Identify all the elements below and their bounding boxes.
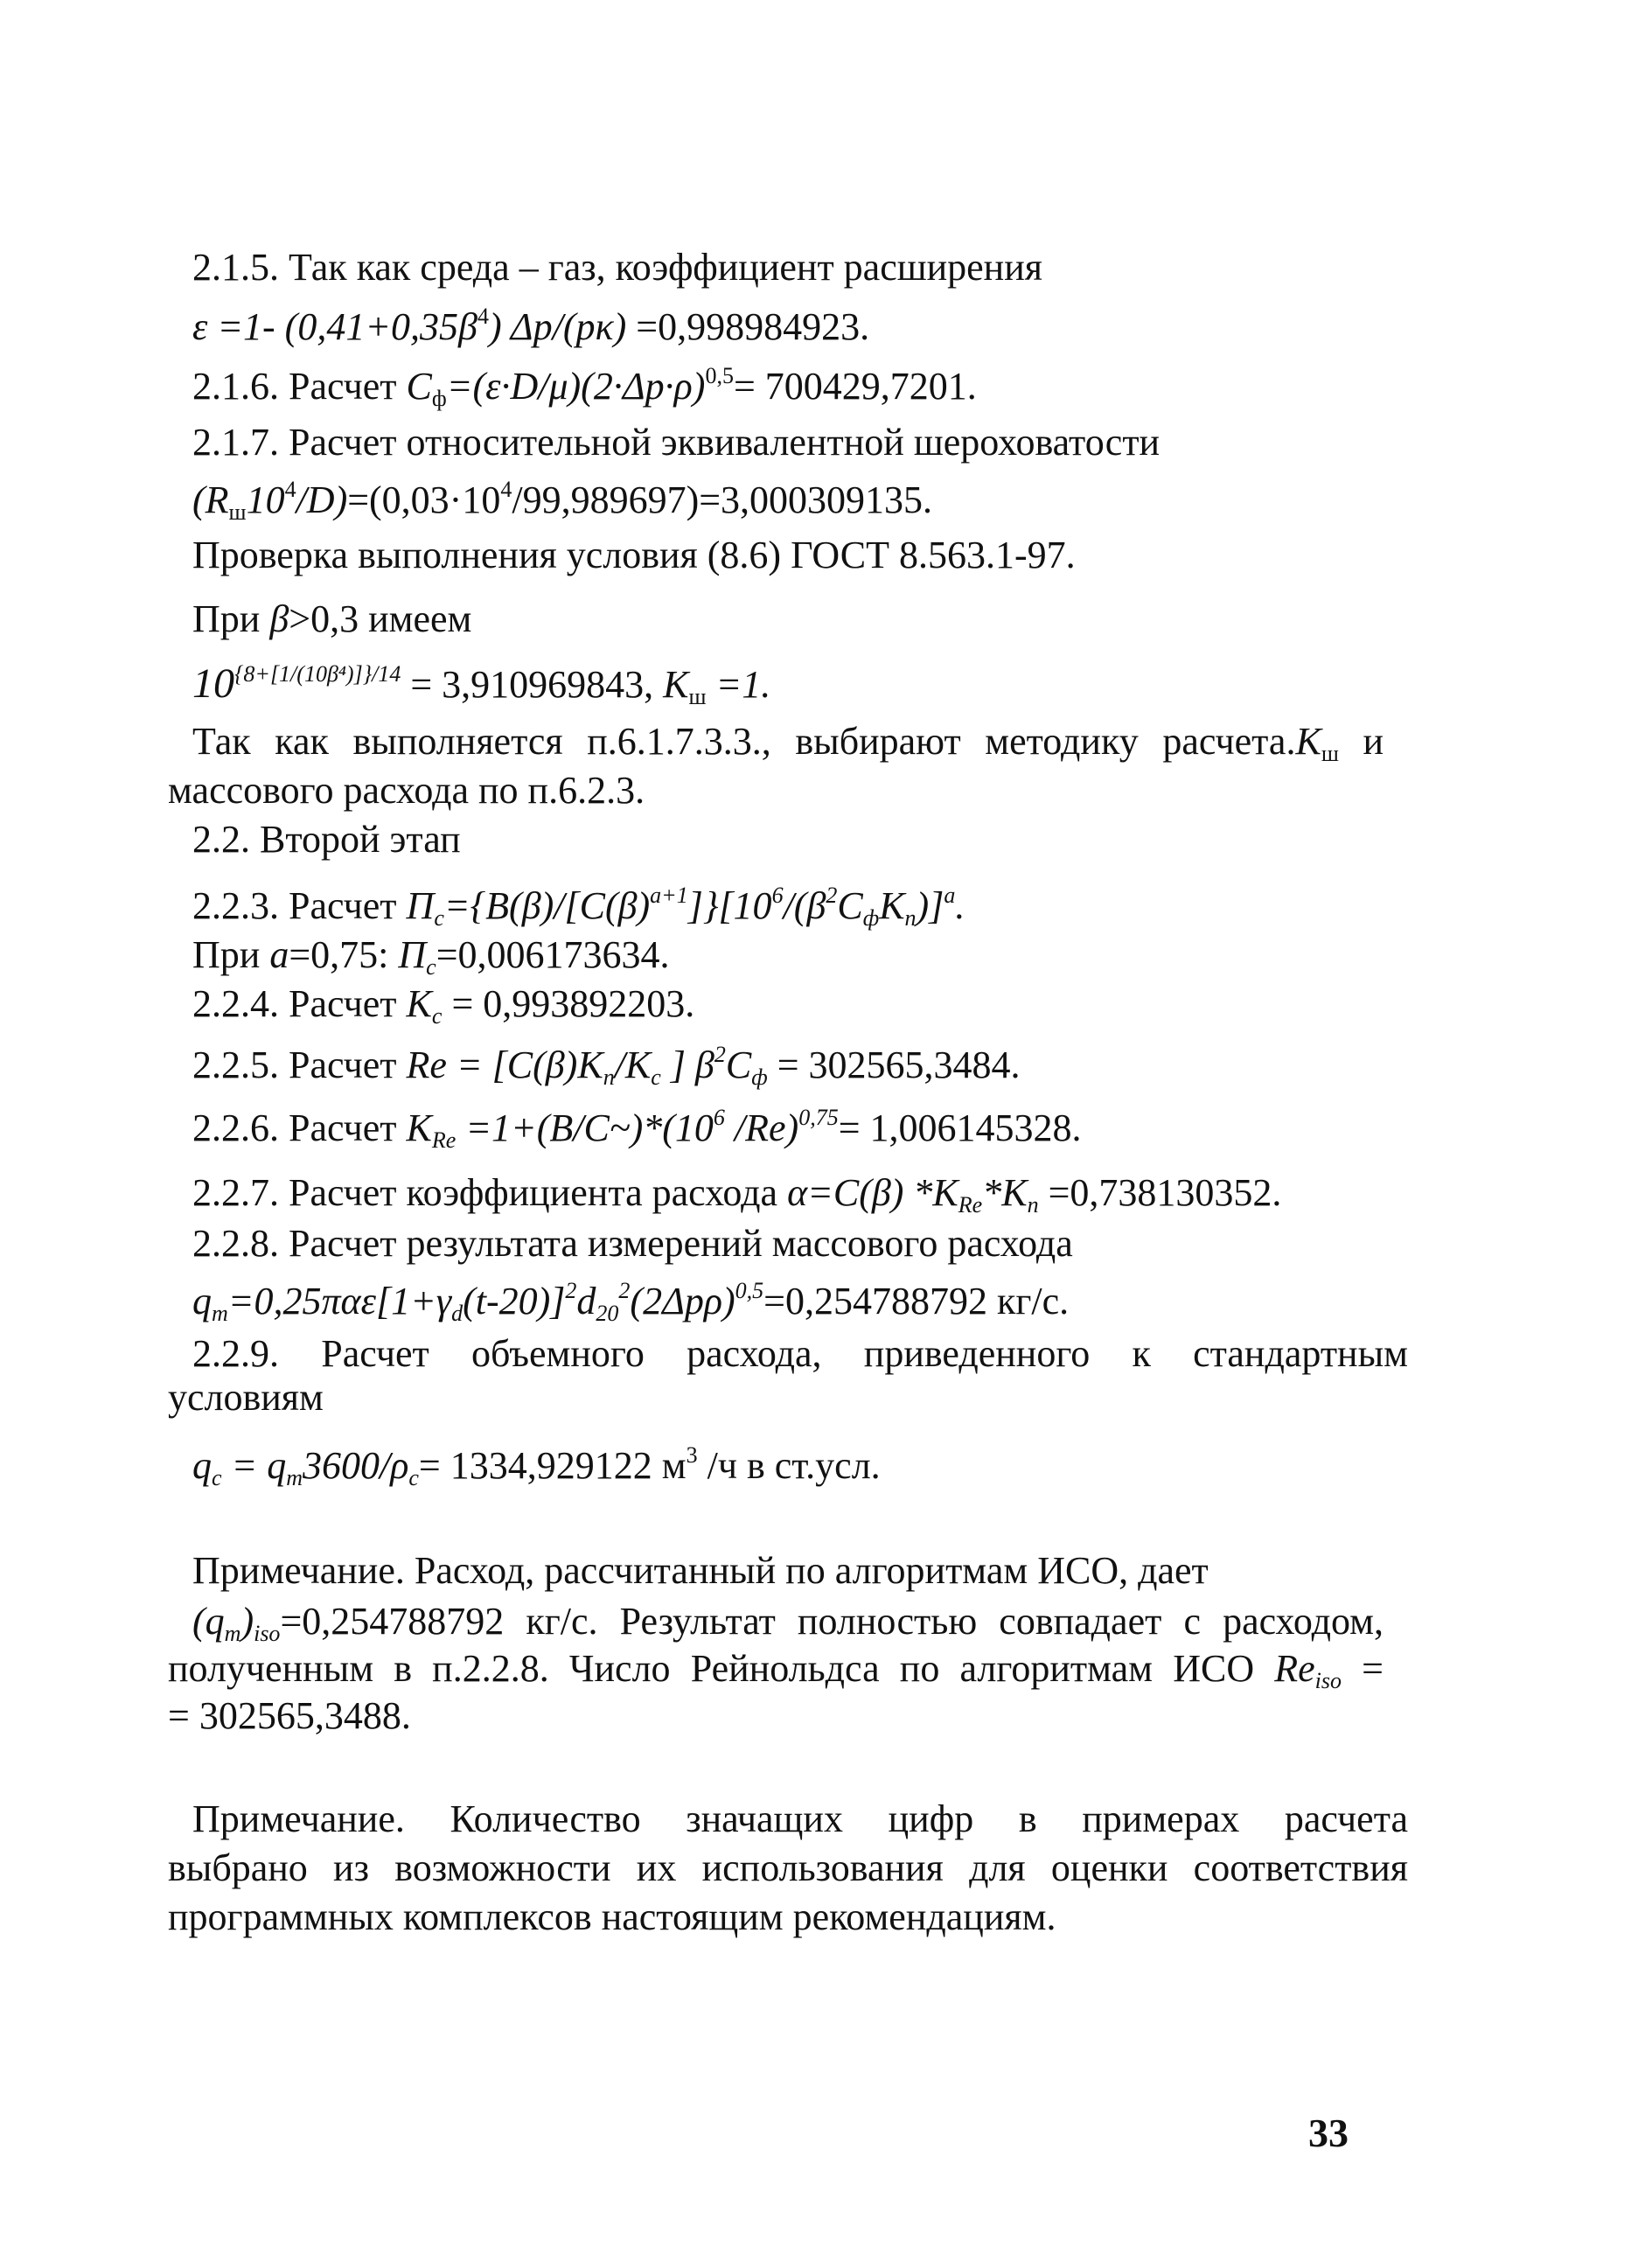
line-method-choice: Так как выполняется п.6.1.7.3.3., выбирают методику $расчета.K_ш$ и <box>192 720 1384 766</box>
note-digits-line1: Примечание. Количество значащих цифр в примерах расчета <box>192 1797 1408 1840</box>
line-2-2-9-cont: условиям <box>168 1376 324 1419</box>
line-2-2: 2.2. Второй этап <box>192 818 461 861</box>
line-2-2-6: 2.2.6. Расчет $K_{Re}$ $=1+(B/C\sim)*(10^6$ /Re)$^{0,75}$= 1,006145328. <box>192 1105 1082 1153</box>
line-check-condition: Проверка выполнения условия (8.6) ГОСТ 8.563.1-97. <box>192 534 1076 576</box>
line-beta-condition: При β>0,3 имеем <box>192 597 472 640</box>
formula-power-ten: $10^{\{8+[1/(10\beta^4)]\}/14} = 3,910969843$, $K_ш =1$. <box>192 660 771 709</box>
note-digits-line3: программных комплексов настоящим рекомендациям. <box>168 1895 1056 1938</box>
formula-epsilon: ε =1- $(0,41+0,35\beta^4)$ Δp/(pκ) =0,998984923. <box>192 304 870 348</box>
line-2-2-5: 2.2.5. Расчет $Re = [C(\beta)K_п/K_c$ ] $\beta^2C_ф = 302565,3484$. <box>192 1042 1021 1090</box>
line-2-2-4: 2.2.4. Расчет $K_c = 0,993892203$. <box>192 982 695 1029</box>
note-iso-line3: полученным в п.2.2.8. Число Рейнольдса по алгоритмам ИСО $Re_{iso}$ = <box>168 1647 1384 1693</box>
line-2-2-9: 2.2.9. Расчет объемного расхода, приведенного к стандартным <box>192 1332 1408 1375</box>
formula-roughness: $(R_ш10^4/D)=(0,03\cdot 10^4/99,989697)=3,000309135$. <box>192 477 933 525</box>
line-2-2-7: 2.2.7. Расчет коэффициента расхода α=C(β) $*K_{Re}*K_п =0,738130352$. <box>192 1171 1282 1218</box>
line-2-2-3: 2.2.3. Расчет $П_c=\{B(\beta)/[C(\beta)^{a+1}]\}[10^6/(\beta^2C_фK_п)]^a$. <box>192 883 965 931</box>
line-2-1-6: 2.1.6. Расчет $C_ф=(\varepsilon\cdot D/\mu)(2\cdot\Delta p\cdot\rho)^{0,5}= 700429,7201$. <box>192 363 977 411</box>
note-iso-line1: Примечание. Расход, рассчитанный по алгоритмам ИСО, дает <box>192 1549 1209 1592</box>
line-a-value: При a=0,75: $П_c=0,006173634$. <box>192 933 670 980</box>
formula-volume-flow: $q_c = q_m3600/\rho_c= 1334,929122$ $м^3$ /ч в ст.усл. <box>192 1442 881 1490</box>
note-iso-line2: $(q_m)_{iso}=0,254788792$ кг/с. Результат полностью совпадает с расходом, <box>192 1600 1384 1646</box>
line-2-1-7: 2.1.7. Расчет относительной эквивалентной шероховатости <box>192 421 1161 464</box>
line-2-1-5: 2.1.5. Так как среда – газ, коэффициент расширения <box>192 246 1043 289</box>
page-number: 33 <box>1308 2111 1349 2155</box>
note-iso-line4: = 302565,3488. <box>168 1694 411 1737</box>
line-method-choice-cont: массового расхода по п.6.2.3. <box>168 769 645 812</box>
note-digits-line2: выбрано из возможности их использования для оценки соответствия <box>168 1846 1408 1889</box>
formula-mass-flow: $q_m=0,25\pi\alpha\varepsilon[1+\gamma_d(t-20)]^2d_{20}^2(2\Delta p\rho)^{0,5}=0,254788792$ кг/с. <box>192 1278 1070 1326</box>
line-2-2-8: 2.2.8. Расчет результата измерений массового расхода <box>192 1222 1073 1265</box>
